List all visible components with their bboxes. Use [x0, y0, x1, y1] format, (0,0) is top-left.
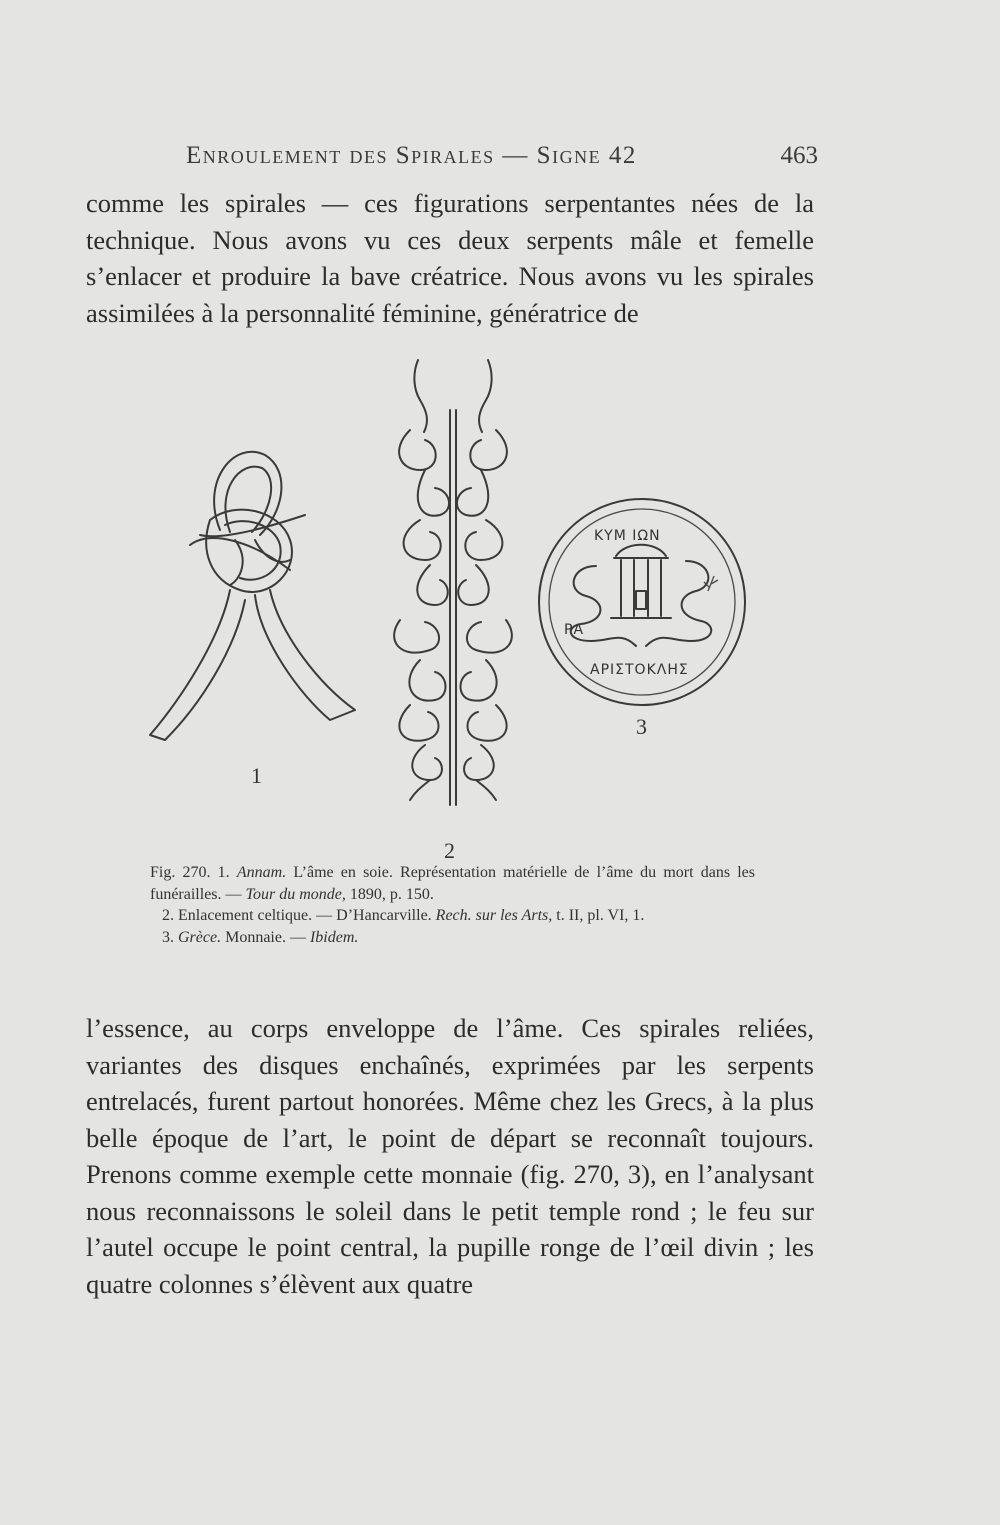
- figure-3-greek-coin: [536, 496, 748, 708]
- caption-line-3: 3. Grèce. Monnaie. — Ibidem.: [162, 928, 359, 946]
- right-serpent: [646, 561, 711, 646]
- running-header: [186, 142, 818, 170]
- caption-line-2: 2. Enlacement celtique. — D’Hancarville. Rech. sur les Arts, t. II, pl. VI, 1.: [162, 907, 645, 924]
- coin-left-legend: ΡΑ: [564, 622, 585, 638]
- silk-knot-drawing: [140, 440, 370, 760]
- temple-dome: [616, 545, 666, 556]
- figure-1-label: 1: [251, 763, 262, 788]
- coin-bottom-legend: ΑΡΙΣΤΟΚΛΗΣ: [590, 662, 689, 678]
- altar: [636, 591, 646, 609]
- page-number: 463: [780, 142, 818, 169]
- bottom-paragraph-text: l’essence, au corps enveloppe de l’âme. Ces spirales reliées, variantes des disques enchaînés, exprimées par les serpents entrelacés, furent partout honorées. Même chez les Grecs, à la plus belle époque de l’art, le point de départ se reconnaît toujours. Prenons comme exemple cette monnaie (fig. 270, 3), en l’analysant nous reconnaissons le soleil dans le petit temple rond ; le feu sur l’autel occupe le point central, la pupille ronge de l’œil divin ; les quatre colonnes s’élèvent aux quatre: [86, 1013, 814, 1299]
- figure-1-silk-knot: [140, 440, 370, 760]
- bottom-paragraph: [86, 1010, 814, 1302]
- figure-2-celtic-interlace: [390, 360, 520, 810]
- coin-top-legend: ΚΥΜ ΙΩΝ: [594, 528, 661, 544]
- running-title: Enroulement des Spirales — Signe 42: [186, 142, 637, 169]
- caption-line-1: Fig. 270. 1. Annam. L’âme en soie. Représentation matérielle de l’âme du mort dans les funérailles. — Tour du monde, 1890, p. 150.: [150, 864, 755, 903]
- greek-coin-drawing: [536, 496, 748, 708]
- figure-2-label: 2: [444, 838, 455, 863]
- figure-caption: [150, 862, 755, 948]
- top-paragraph-text: comme les spirales — ces figurations serpentantes nées de la technique. Nous avons vu ces deux serpents mâle et femelle s’enlacer et produire la bave créatrice. Nous avons vu les spirales assimilées à la personnalité féminine, génératrice de: [86, 188, 814, 328]
- celtic-interlace-drawing: [390, 360, 520, 810]
- branch-symbol: [704, 576, 718, 591]
- figure-3-label: 3: [636, 714, 647, 739]
- top-paragraph: [86, 185, 814, 331]
